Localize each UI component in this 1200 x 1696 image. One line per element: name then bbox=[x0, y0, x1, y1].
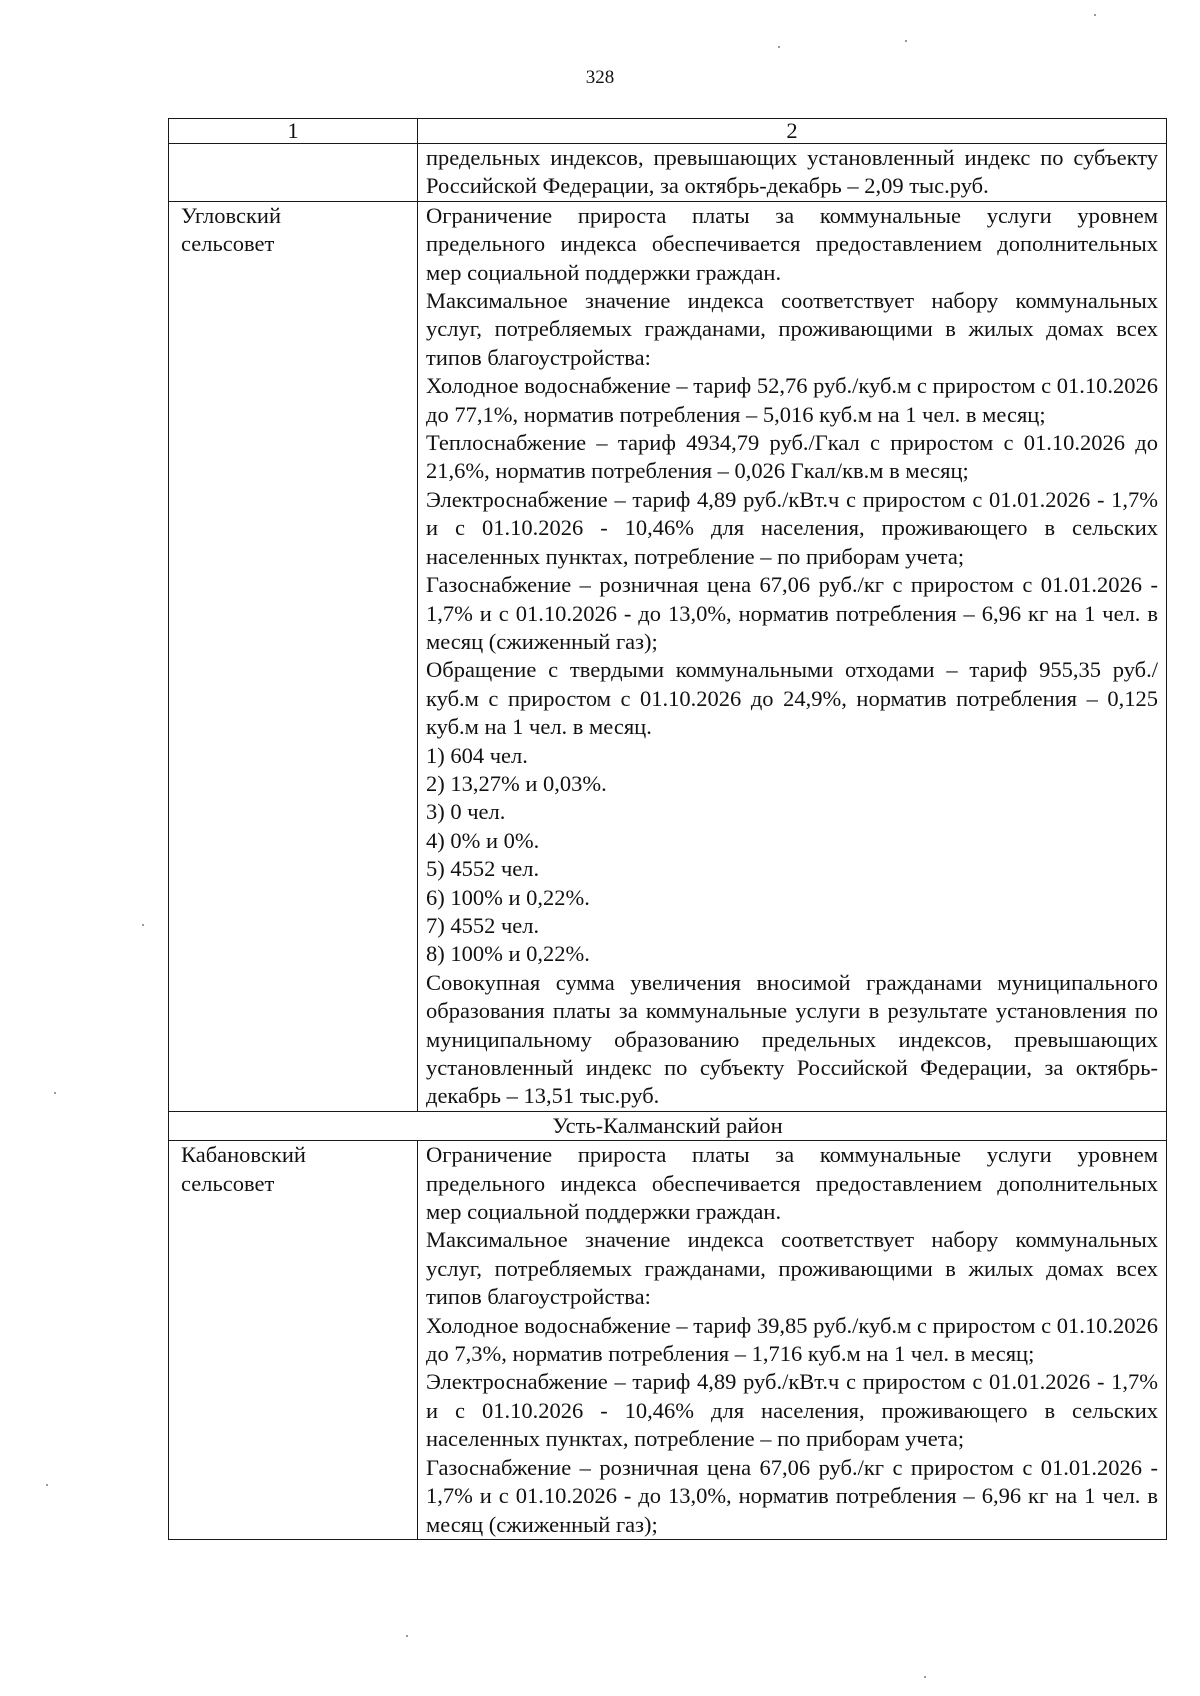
list-item: 2) 13,27% и 0,03%. bbox=[426, 770, 607, 796]
list-item: 3) 0 чел. bbox=[426, 799, 506, 825]
description-paragraph: Ограничение прироста платы за коммунальные услуги уровнем предельного индекса обеспечивается предоставлением дополнительных мер социальной поддержки граждан. bbox=[426, 1142, 1158, 1225]
scan-speck bbox=[1094, 14, 1096, 16]
description-paragraph: Газоснабжение – розничная цена 67,06 руб./кг с приростом с 01.01.2026 - 1,7% и с 01.10.2026 - до 13,0%, норматив потребления – 6,96 кг на 1 чел. в месяц (сжиженный газ); bbox=[426, 1454, 1158, 1537]
scan-speck bbox=[46, 1484, 48, 1486]
list-item: 5) 4552 чел. bbox=[426, 856, 540, 882]
description-paragraph: Электроснабжение – тариф 4,89 руб./кВт.ч с приростом с 01.01.2026 - 1,7% и с 01.10.2026 - 10,46% для населения, проживающего в сельских населенных пунктах, потребление – по приборам учета; bbox=[426, 486, 1158, 569]
description-cell bbox=[418, 201, 1167, 1111]
table-header-row bbox=[169, 119, 1167, 144]
description-paragraph: Совокупная сумма увеличения вносимой гражданами муниципального образования платы за коммунальные услуги в результате установления по муниципальному образованию предельных индексов, превышающих установленный индекс по субъекту Российской Федерации, за октябрь-декабрь – 13,51 тыс.руб. bbox=[426, 969, 1158, 1109]
region-row bbox=[169, 1111, 1167, 1140]
description-paragraph: предельных индексов, превышающих установленный индекс по субъекту Российской Федерации, за октябрь-декабрь – 2,09 тыс.руб. bbox=[426, 145, 1158, 199]
scan-speck bbox=[406, 1635, 408, 1637]
scan-speck bbox=[778, 46, 780, 48]
list-item: 1) 604 чел. bbox=[426, 742, 528, 768]
municipality-name-text: Угловский сельсовет bbox=[181, 202, 282, 257]
description-paragraph: Обращение с твердыми коммунальными отходами – тариф 955,35 руб./куб.м с приростом с 01.10.2026 до 24,9%, норматив потребления – 0,125 куб.м на 1 чел. в месяц. bbox=[426, 657, 1158, 740]
table-row bbox=[169, 144, 1167, 202]
description-paragraph: Теплоснабжение – тариф 4934,79 руб./Гкал с приростом с 01.10.2026 до 21,6%, норматив потребления – 0,026 Гкал/кв.м в месяц; bbox=[426, 430, 1158, 484]
table-row bbox=[169, 1141, 1167, 1540]
description-paragraph: Электроснабжение – тариф 4,89 руб./кВт.ч с приростом с 01.01.2026 - 1,7% и с 01.10.2026 - 10,46% для населения, проживающего в сельских населенных пунктах, потребление – по приборам учета; bbox=[426, 1369, 1158, 1452]
scan-speck bbox=[54, 1092, 56, 1094]
scan-speck bbox=[924, 1676, 926, 1678]
description-paragraph: Максимальное значение индекса соответствует набору коммунальных услуг, потребляемых гражданами, проживающими в жилых домах всех типов благоустройства: bbox=[426, 1227, 1158, 1310]
description-paragraph: Газоснабжение – розничная цена 67,06 руб./кг с приростом с 01.01.2026 - 1,7% и с 01.10.2026 - до 13,0%, норматив потребления – 6,96 кг на 1 чел. в месяц (сжиженный газ); bbox=[426, 572, 1158, 654]
table-row bbox=[169, 201, 1167, 1111]
column-header-2: 2 bbox=[418, 119, 1167, 144]
column-header-1: 1 bbox=[169, 119, 418, 144]
page-number: 328 bbox=[585, 67, 615, 88]
description-paragraph: Холодное водоснабжение – тариф 39,85 руб./куб.м с приростом с 01.10.2026 до 7,3%, норматив потребления – 1,716 куб.м на 1 чел. в месяц; bbox=[426, 1312, 1158, 1367]
municipality-name bbox=[169, 201, 418, 1111]
municipality-name-text: Кабановский сельсовет bbox=[181, 1142, 306, 1196]
municipality-name bbox=[169, 144, 418, 202]
description-paragraph: Холодное водоснабжение – тариф 52,76 руб./куб.м с приростом с 01.10.2026 до 77,1%, норматив потребления – 5,016 куб.м на 1 чел. в месяц; bbox=[426, 373, 1158, 427]
description-paragraph: Максимальное значение индекса соответствует набору коммунальных услуг, потребляемых гражданами, проживающими в жилых домах всех типов благоустройства: bbox=[426, 288, 1158, 370]
scan-speck bbox=[142, 924, 144, 926]
description-cell bbox=[418, 144, 1167, 202]
list-item: 8) 100% и 0,22%. bbox=[426, 941, 590, 967]
list-item: 4) 0% и 0%. bbox=[426, 827, 540, 853]
scan-speck bbox=[905, 40, 907, 42]
description-paragraph: Ограничение прироста платы за коммунальные услуги уровнем предельного индекса обеспечивается предоставлением дополнительных мер социальной поддержки граждан. bbox=[426, 202, 1158, 285]
municipality-name bbox=[169, 1141, 418, 1540]
region-name: Усть-Калманский район bbox=[169, 1111, 1167, 1140]
list-item: 6) 100% и 0,22%. bbox=[426, 884, 590, 910]
description-cell bbox=[418, 1141, 1167, 1540]
tariff-table bbox=[168, 118, 1167, 1540]
list-item: 7) 4552 чел. bbox=[426, 912, 540, 938]
